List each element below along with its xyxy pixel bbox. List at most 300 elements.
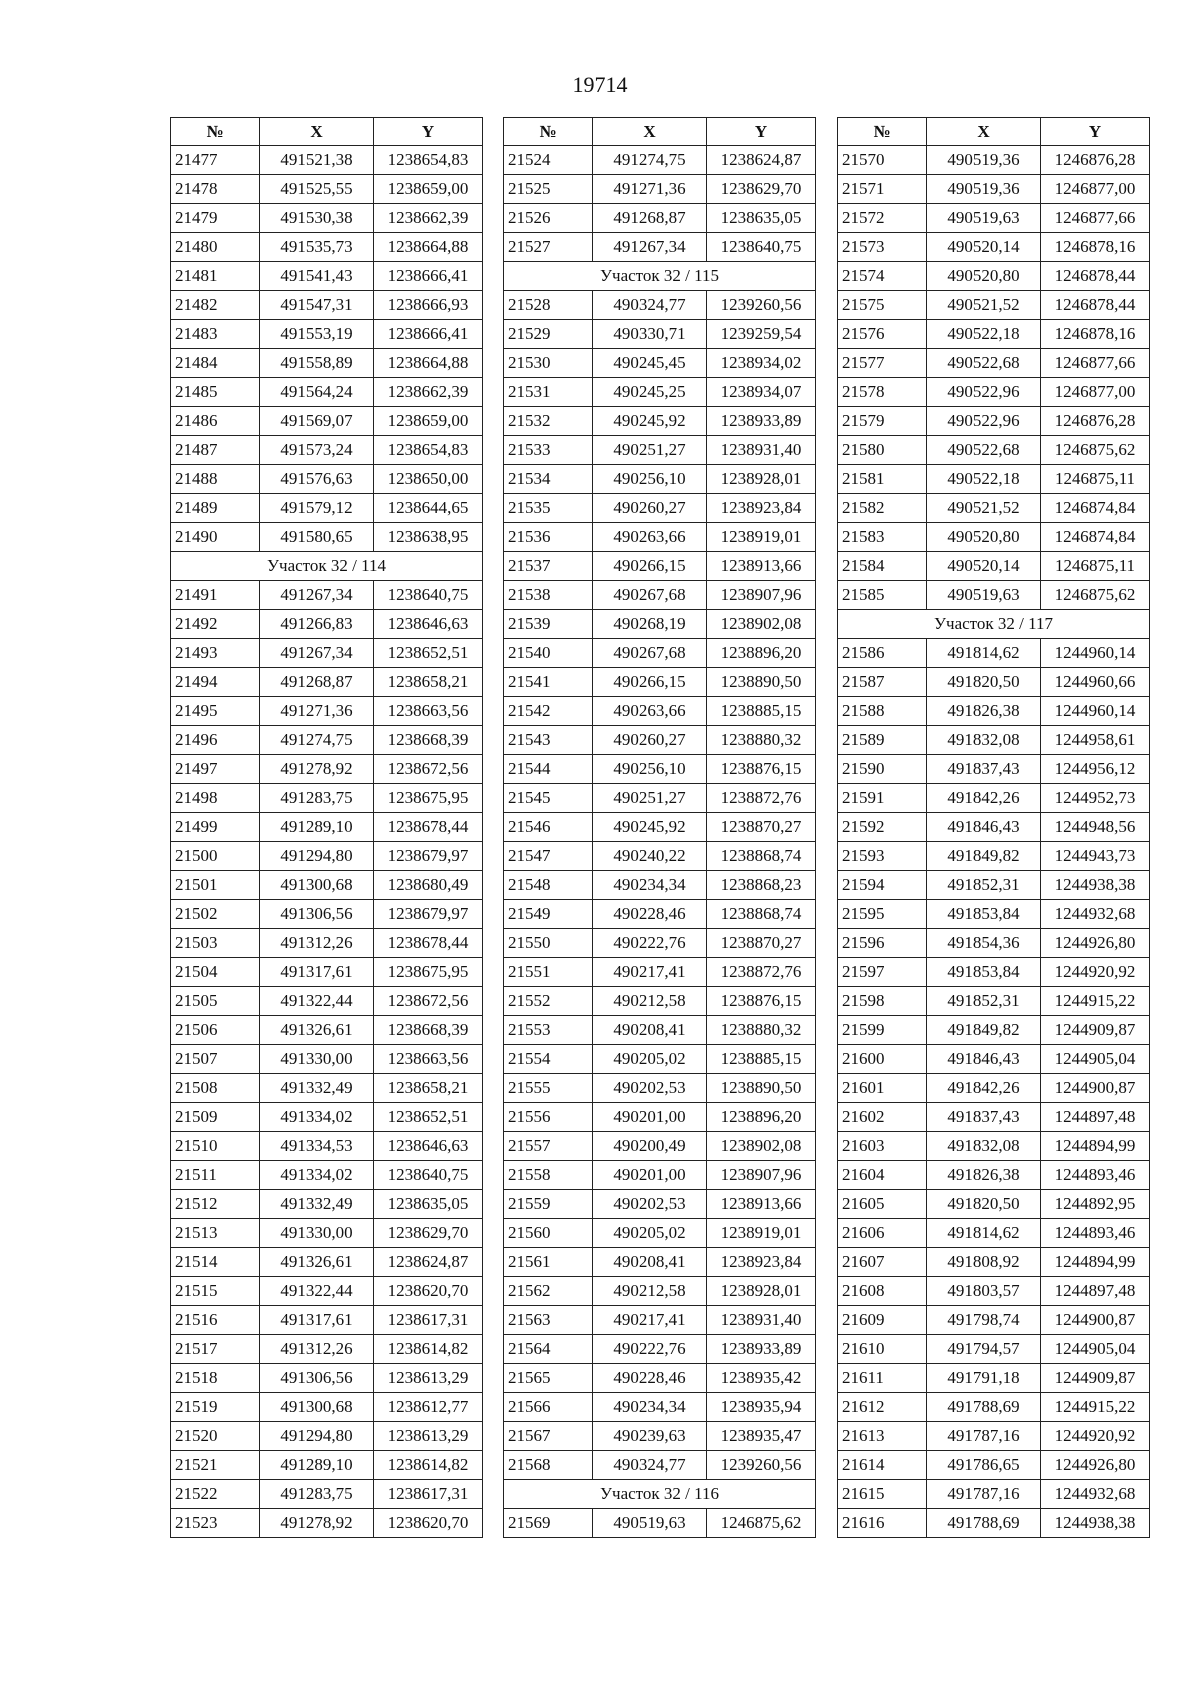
table-row (504, 1306, 816, 1335)
point-number-cell: 21537 (504, 552, 593, 581)
y-coordinate-cell: 1238876,15 (707, 987, 816, 1016)
x-coordinate-cell: 491853,84 (927, 958, 1041, 987)
x-coordinate-cell: 491579,12 (260, 494, 374, 523)
y-coordinate-cell: 1238896,20 (707, 1103, 816, 1132)
table-row (838, 552, 1150, 581)
y-coordinate-cell: 1238658,21 (374, 1074, 483, 1103)
x-coordinate-cell: 491271,36 (260, 697, 374, 726)
point-number-cell: 21610 (838, 1335, 927, 1364)
point-number-cell: 21522 (171, 1480, 260, 1509)
table-row (504, 610, 816, 639)
x-coordinate-cell: 490256,10 (593, 465, 707, 494)
point-number-cell: 21587 (838, 668, 927, 697)
point-number-cell: 21570 (838, 146, 927, 175)
x-coordinate-cell: 491326,61 (260, 1016, 374, 1045)
table-row (838, 146, 1150, 175)
point-number-cell: 21568 (504, 1451, 593, 1480)
x-coordinate-cell: 490208,41 (593, 1248, 707, 1277)
x-coordinate-cell: 490521,52 (927, 291, 1041, 320)
table-row (171, 1161, 483, 1190)
x-coordinate-cell: 490267,68 (593, 581, 707, 610)
point-number-cell: 21498 (171, 784, 260, 813)
y-coordinate-cell: 1238662,39 (374, 378, 483, 407)
table-header-row (171, 118, 483, 146)
y-coordinate-cell: 1244943,73 (1041, 842, 1150, 871)
table-row (171, 1045, 483, 1074)
y-coordinate-cell: 1238919,01 (707, 1219, 816, 1248)
section-row (171, 552, 483, 581)
table-row (171, 1103, 483, 1132)
table-row (171, 1190, 483, 1219)
point-number-cell: 21612 (838, 1393, 927, 1422)
y-coordinate-cell: 1238934,07 (707, 378, 816, 407)
point-number-cell: 21518 (171, 1364, 260, 1393)
x-coordinate-cell: 491794,57 (927, 1335, 1041, 1364)
table-row (504, 1219, 816, 1248)
table-row (504, 1190, 816, 1219)
x-coordinate-cell: 491788,69 (927, 1393, 1041, 1422)
point-number-cell: 21496 (171, 726, 260, 755)
x-coordinate-cell: 490263,66 (593, 697, 707, 726)
x-coordinate-cell: 491837,43 (927, 1103, 1041, 1132)
x-coordinate-cell: 490519,36 (927, 146, 1041, 175)
table-row (504, 987, 816, 1016)
point-number-cell: 21615 (838, 1480, 927, 1509)
x-coordinate-cell: 490520,80 (927, 262, 1041, 291)
y-coordinate-cell: 1238933,89 (707, 1335, 816, 1364)
table-row (838, 1103, 1150, 1132)
y-coordinate-cell: 1246877,00 (1041, 175, 1150, 204)
y-coordinate-cell: 1238654,83 (374, 436, 483, 465)
y-coordinate-cell: 1244938,38 (1041, 1509, 1150, 1538)
x-coordinate-cell: 490228,46 (593, 1364, 707, 1393)
y-coordinate-cell: 1238907,96 (707, 1161, 816, 1190)
y-coordinate-cell: 1238880,32 (707, 1016, 816, 1045)
x-coordinate-cell: 490228,46 (593, 900, 707, 929)
y-coordinate-cell: 1238614,82 (374, 1451, 483, 1480)
y-coordinate-cell: 1246878,44 (1041, 291, 1150, 320)
x-coordinate-cell: 491846,43 (927, 1045, 1041, 1074)
section-title: Участок 32 / 115 (504, 262, 816, 291)
page-number: 19714 (572, 72, 628, 97)
x-coordinate-cell: 490522,96 (927, 407, 1041, 436)
y-coordinate-cell: 1244932,68 (1041, 900, 1150, 929)
table-row (504, 1103, 816, 1132)
y-coordinate-cell: 1238672,56 (374, 987, 483, 1016)
table-row (504, 1045, 816, 1074)
y-coordinate-cell: 1238640,75 (707, 233, 816, 262)
table-row (838, 929, 1150, 958)
table-row (171, 581, 483, 610)
x-coordinate-cell: 490239,63 (593, 1422, 707, 1451)
x-coordinate-cell: 490251,27 (593, 784, 707, 813)
y-coordinate-cell: 1238928,01 (707, 1277, 816, 1306)
y-coordinate-cell: 1244897,48 (1041, 1277, 1150, 1306)
table-row (171, 523, 483, 552)
point-number-cell: 21547 (504, 842, 593, 871)
y-coordinate-cell: 1244915,22 (1041, 987, 1150, 1016)
x-coordinate-cell: 491853,84 (927, 900, 1041, 929)
table-row (838, 1509, 1150, 1538)
point-number-cell: 21558 (504, 1161, 593, 1190)
point-number-cell: 21479 (171, 204, 260, 233)
y-coordinate-cell: 1238613,29 (374, 1364, 483, 1393)
table-row (838, 1277, 1150, 1306)
table-row (504, 813, 816, 842)
point-number-cell: 21597 (838, 958, 927, 987)
coordinates-table-1 (170, 117, 483, 1538)
point-number-cell: 21526 (504, 204, 593, 233)
table-row (171, 958, 483, 987)
y-coordinate-cell: 1244900,87 (1041, 1074, 1150, 1103)
point-number-cell: 21586 (838, 639, 927, 668)
x-coordinate-cell: 490245,45 (593, 349, 707, 378)
y-coordinate-cell: 1238902,08 (707, 610, 816, 639)
x-coordinate-cell: 491267,34 (260, 581, 374, 610)
table-row (171, 639, 483, 668)
x-coordinate-cell: 491814,62 (927, 1219, 1041, 1248)
point-number-cell: 21500 (171, 842, 260, 871)
table-row (171, 842, 483, 871)
x-coordinate-cell: 491547,31 (260, 291, 374, 320)
y-coordinate-cell: 1238679,97 (374, 900, 483, 929)
point-number-cell: 21528 (504, 291, 593, 320)
x-coordinate-cell: 491842,26 (927, 784, 1041, 813)
point-number-cell: 21512 (171, 1190, 260, 1219)
x-coordinate-cell: 490234,34 (593, 1393, 707, 1422)
point-number-cell: 21539 (504, 610, 593, 639)
y-coordinate-cell: 1238880,32 (707, 726, 816, 755)
y-coordinate-cell: 1238613,29 (374, 1422, 483, 1451)
x-coordinate-cell: 491283,75 (260, 1480, 374, 1509)
point-number-cell: 21579 (838, 407, 927, 436)
x-coordinate-cell: 491573,24 (260, 436, 374, 465)
header-y: Y (1041, 118, 1150, 146)
y-coordinate-cell: 1238890,50 (707, 1074, 816, 1103)
table-row (838, 668, 1150, 697)
y-coordinate-cell: 1244905,04 (1041, 1335, 1150, 1364)
y-coordinate-cell: 1239260,56 (707, 1451, 816, 1480)
point-number-cell: 21564 (504, 1335, 593, 1364)
y-coordinate-cell: 1244932,68 (1041, 1480, 1150, 1509)
point-number-cell: 21521 (171, 1451, 260, 1480)
table-row (838, 813, 1150, 842)
point-number-cell: 21560 (504, 1219, 593, 1248)
point-number-cell: 21507 (171, 1045, 260, 1074)
y-coordinate-cell: 1238672,56 (374, 755, 483, 784)
point-number-cell: 21513 (171, 1219, 260, 1248)
y-coordinate-cell: 1246875,62 (1041, 436, 1150, 465)
table-row (171, 349, 483, 378)
y-coordinate-cell: 1238935,42 (707, 1364, 816, 1393)
table-row (171, 1422, 483, 1451)
y-coordinate-cell: 1244926,80 (1041, 929, 1150, 958)
section-title: Участок 32 / 117 (838, 610, 1150, 639)
point-number-cell: 21509 (171, 1103, 260, 1132)
x-coordinate-cell: 491306,56 (260, 1364, 374, 1393)
table-row (504, 1132, 816, 1161)
table-row (171, 813, 483, 842)
x-coordinate-cell: 490200,49 (593, 1132, 707, 1161)
x-coordinate-cell: 491852,31 (927, 871, 1041, 900)
table-row (838, 1132, 1150, 1161)
y-coordinate-cell: 1238652,51 (374, 639, 483, 668)
table-row (504, 755, 816, 784)
point-number-cell: 21565 (504, 1364, 593, 1393)
point-number-cell: 21483 (171, 320, 260, 349)
point-number-cell: 21593 (838, 842, 927, 871)
point-number-cell: 21535 (504, 494, 593, 523)
point-number-cell: 21616 (838, 1509, 927, 1538)
table-row (504, 233, 816, 262)
y-coordinate-cell: 1238663,56 (374, 1045, 483, 1074)
y-coordinate-cell: 1238646,63 (374, 1132, 483, 1161)
point-number-cell: 21511 (171, 1161, 260, 1190)
y-coordinate-cell: 1238872,76 (707, 784, 816, 813)
x-coordinate-cell: 490519,63 (927, 581, 1041, 610)
y-coordinate-cell: 1238868,74 (707, 900, 816, 929)
y-coordinate-cell: 1238876,15 (707, 755, 816, 784)
x-coordinate-cell: 490266,15 (593, 668, 707, 697)
x-coordinate-cell: 491330,00 (260, 1045, 374, 1074)
y-coordinate-cell: 1244956,12 (1041, 755, 1150, 784)
point-number-cell: 21566 (504, 1393, 593, 1422)
table-row (504, 958, 816, 987)
x-coordinate-cell: 490519,63 (927, 204, 1041, 233)
point-number-cell: 21581 (838, 465, 927, 494)
table-row (171, 378, 483, 407)
table-row (171, 668, 483, 697)
x-coordinate-cell: 490267,68 (593, 639, 707, 668)
table-row (504, 639, 816, 668)
table-row (838, 175, 1150, 204)
y-coordinate-cell: 1238663,56 (374, 697, 483, 726)
table-row (838, 494, 1150, 523)
point-number-cell: 21575 (838, 291, 927, 320)
point-number-cell: 21546 (504, 813, 593, 842)
point-number-cell: 21605 (838, 1190, 927, 1219)
x-coordinate-cell: 490330,71 (593, 320, 707, 349)
x-coordinate-cell: 490217,41 (593, 1306, 707, 1335)
x-coordinate-cell: 490212,58 (593, 987, 707, 1016)
point-number-cell: 21542 (504, 697, 593, 726)
point-number-cell: 21497 (171, 755, 260, 784)
x-coordinate-cell: 490519,63 (593, 1509, 707, 1538)
x-coordinate-cell: 491334,02 (260, 1161, 374, 1190)
point-number-cell: 21552 (504, 987, 593, 1016)
table-row (838, 842, 1150, 871)
y-coordinate-cell: 1238668,39 (374, 726, 483, 755)
x-coordinate-cell: 490268,19 (593, 610, 707, 639)
point-number-cell: 21606 (838, 1219, 927, 1248)
table-row (838, 465, 1150, 494)
y-coordinate-cell: 1238617,31 (374, 1480, 483, 1509)
table-row (838, 1335, 1150, 1364)
point-number-cell: 21487 (171, 436, 260, 465)
table-row (838, 755, 1150, 784)
y-coordinate-cell: 1246875,62 (707, 1509, 816, 1538)
x-coordinate-cell: 490520,14 (927, 233, 1041, 262)
y-coordinate-cell: 1238612,77 (374, 1393, 483, 1422)
table-row (838, 987, 1150, 1016)
table-row (171, 610, 483, 639)
point-number-cell: 21501 (171, 871, 260, 900)
x-coordinate-cell: 490202,53 (593, 1190, 707, 1219)
point-number-cell: 21482 (171, 291, 260, 320)
y-coordinate-cell: 1244948,56 (1041, 813, 1150, 842)
coordinates-table-2 (503, 117, 816, 1538)
x-coordinate-cell: 490251,27 (593, 436, 707, 465)
y-coordinate-cell: 1244900,87 (1041, 1306, 1150, 1335)
point-number-cell: 21491 (171, 581, 260, 610)
x-coordinate-cell: 490240,22 (593, 842, 707, 871)
x-coordinate-cell: 491267,34 (593, 233, 707, 262)
y-coordinate-cell: 1238870,27 (707, 929, 816, 958)
table-row (171, 1364, 483, 1393)
y-coordinate-cell: 1246877,66 (1041, 349, 1150, 378)
table-row (504, 1074, 816, 1103)
table-row (838, 639, 1150, 668)
y-coordinate-cell: 1238646,63 (374, 610, 483, 639)
point-number-cell: 21520 (171, 1422, 260, 1451)
table-row (838, 726, 1150, 755)
table-row (171, 436, 483, 465)
table-row (838, 871, 1150, 900)
table-row (504, 436, 816, 465)
table-row (838, 581, 1150, 610)
x-coordinate-cell: 491791,18 (927, 1364, 1041, 1393)
y-coordinate-cell: 1238931,40 (707, 436, 816, 465)
y-coordinate-cell: 1238885,15 (707, 1045, 816, 1074)
x-coordinate-cell: 491267,34 (260, 639, 374, 668)
point-number-cell: 21538 (504, 581, 593, 610)
y-coordinate-cell: 1238666,93 (374, 291, 483, 320)
point-number-cell: 21533 (504, 436, 593, 465)
table-row (838, 1045, 1150, 1074)
y-coordinate-cell: 1238935,47 (707, 1422, 816, 1451)
y-coordinate-cell: 1238629,70 (707, 175, 816, 204)
point-number-cell: 21608 (838, 1277, 927, 1306)
header-number: № (171, 118, 260, 146)
header-y: Y (707, 118, 816, 146)
point-number-cell: 21594 (838, 871, 927, 900)
x-coordinate-cell: 490245,92 (593, 813, 707, 842)
point-number-cell: 21490 (171, 523, 260, 552)
header-x: X (927, 118, 1041, 146)
x-coordinate-cell: 490522,96 (927, 378, 1041, 407)
x-coordinate-cell: 490212,58 (593, 1277, 707, 1306)
table-row (504, 1016, 816, 1045)
table-row (504, 204, 816, 233)
section-title: Участок 32 / 114 (171, 552, 483, 581)
y-coordinate-cell: 1246878,16 (1041, 233, 1150, 262)
x-coordinate-cell: 491553,19 (260, 320, 374, 349)
coordinates-table-3 (837, 117, 1150, 1538)
y-coordinate-cell: 1238640,75 (374, 581, 483, 610)
x-coordinate-cell: 490245,92 (593, 407, 707, 436)
point-number-cell: 21525 (504, 175, 593, 204)
y-coordinate-cell: 1238675,95 (374, 958, 483, 987)
x-coordinate-cell: 491294,80 (260, 1422, 374, 1451)
point-number-cell: 21540 (504, 639, 593, 668)
point-number-cell: 21543 (504, 726, 593, 755)
table-row (171, 900, 483, 929)
y-coordinate-cell: 1238659,00 (374, 175, 483, 204)
point-number-cell: 21582 (838, 494, 927, 523)
table-row (504, 552, 816, 581)
x-coordinate-cell: 491268,87 (593, 204, 707, 233)
x-coordinate-cell: 490324,77 (593, 1451, 707, 1480)
point-number-cell: 21554 (504, 1045, 593, 1074)
table-row (504, 407, 816, 436)
point-number-cell: 21580 (838, 436, 927, 465)
x-coordinate-cell: 491322,44 (260, 1277, 374, 1306)
table-row (504, 668, 816, 697)
point-number-cell: 21614 (838, 1451, 927, 1480)
y-coordinate-cell: 1238923,84 (707, 494, 816, 523)
point-number-cell: 21572 (838, 204, 927, 233)
table-row (838, 320, 1150, 349)
y-coordinate-cell: 1238885,15 (707, 697, 816, 726)
point-number-cell: 21590 (838, 755, 927, 784)
y-coordinate-cell: 1246875,11 (1041, 552, 1150, 581)
point-number-cell: 21504 (171, 958, 260, 987)
table-row (838, 1393, 1150, 1422)
x-coordinate-cell: 491322,44 (260, 987, 374, 1016)
x-coordinate-cell: 491852,31 (927, 987, 1041, 1016)
y-coordinate-cell: 1238629,70 (374, 1219, 483, 1248)
y-coordinate-cell: 1244905,04 (1041, 1045, 1150, 1074)
y-coordinate-cell: 1238919,01 (707, 523, 816, 552)
x-coordinate-cell: 491786,65 (927, 1451, 1041, 1480)
y-coordinate-cell: 1244894,99 (1041, 1132, 1150, 1161)
x-coordinate-cell: 491312,26 (260, 1335, 374, 1364)
y-coordinate-cell: 1238870,27 (707, 813, 816, 842)
table-row (504, 1451, 816, 1480)
table-row (504, 581, 816, 610)
x-coordinate-cell: 491787,16 (927, 1480, 1041, 1509)
table-row (504, 1161, 816, 1190)
table-row (171, 494, 483, 523)
x-coordinate-cell: 491837,43 (927, 755, 1041, 784)
y-coordinate-cell: 1244909,87 (1041, 1016, 1150, 1045)
point-number-cell: 21611 (838, 1364, 927, 1393)
x-coordinate-cell: 491332,49 (260, 1074, 374, 1103)
x-coordinate-cell: 491826,38 (927, 697, 1041, 726)
y-coordinate-cell: 1238635,05 (707, 204, 816, 233)
point-number-cell: 21502 (171, 900, 260, 929)
table-row (504, 929, 816, 958)
y-coordinate-cell: 1246878,44 (1041, 262, 1150, 291)
x-coordinate-cell: 491826,38 (927, 1161, 1041, 1190)
point-number-cell: 21604 (838, 1161, 927, 1190)
table-row (838, 378, 1150, 407)
table-row (504, 726, 816, 755)
table-row (504, 1393, 816, 1422)
table-row (504, 1277, 816, 1306)
table-row (171, 697, 483, 726)
table-row (171, 1451, 483, 1480)
point-number-cell: 21548 (504, 871, 593, 900)
point-number-cell: 21609 (838, 1306, 927, 1335)
section-row (504, 262, 816, 291)
table-row (171, 146, 483, 175)
x-coordinate-cell: 491278,92 (260, 1509, 374, 1538)
table-row (504, 320, 816, 349)
x-coordinate-cell: 490522,18 (927, 320, 1041, 349)
x-coordinate-cell: 490234,34 (593, 871, 707, 900)
y-coordinate-cell: 1238664,88 (374, 349, 483, 378)
